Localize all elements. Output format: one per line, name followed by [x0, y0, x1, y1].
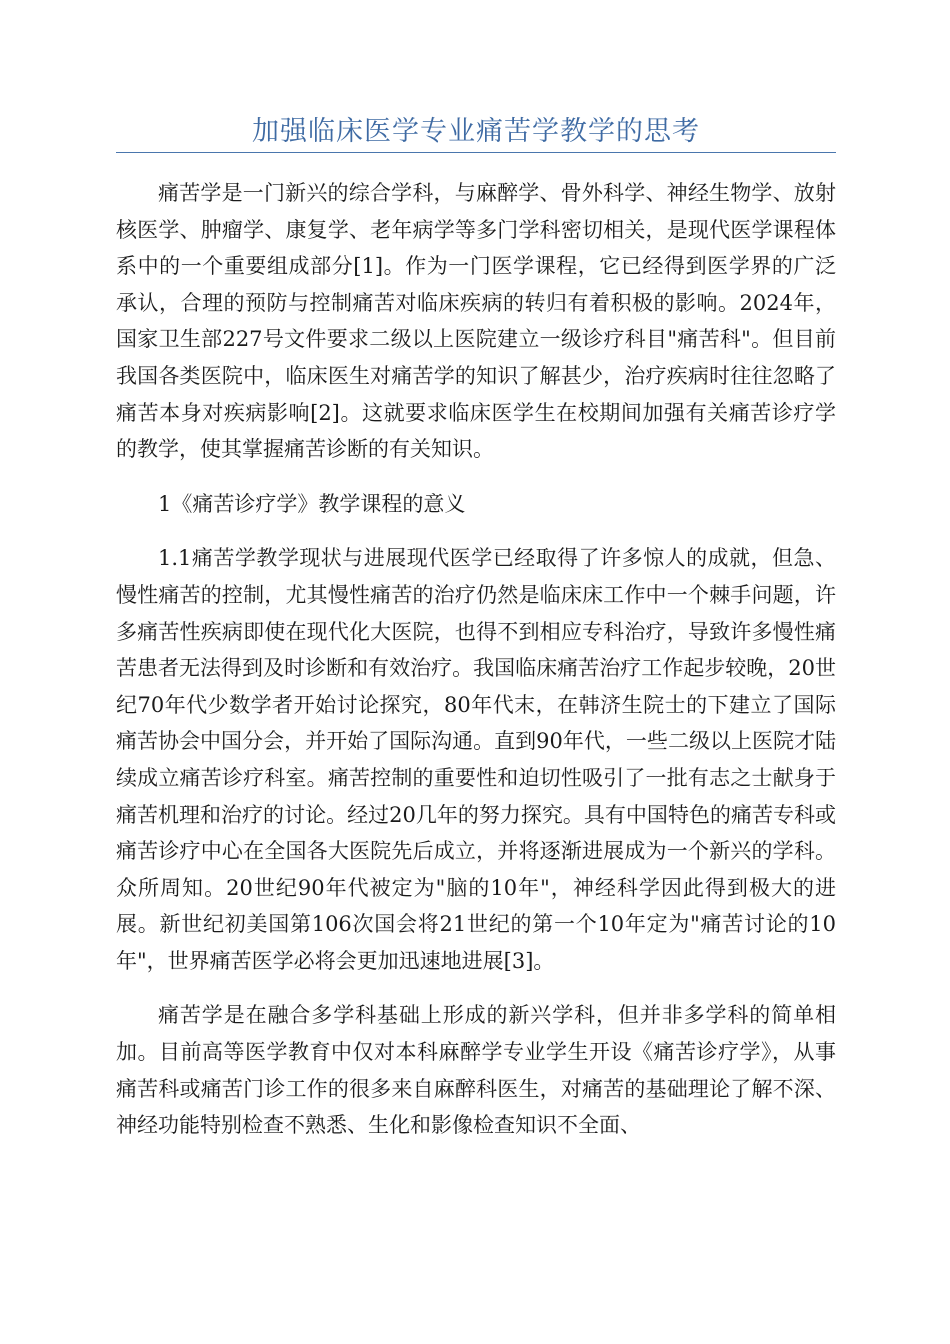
- section-heading: 1《痛苦诊疗学》教学课程的意义: [158, 491, 466, 516]
- paragraph-discipline: 痛苦学是在融合多学科基础上形成的新兴学科，但并非多学科的简单相加。目前高等医学教育中仅对本科麻醉学专业学生开设《痛苦诊疗学》，从事痛苦科或痛苦门诊工作的很多来自麻醉科医生，对痛苦的基础理论了解不深、神经功能特别检查不熟悉、生化和影像检查知识不全面、: [116, 1003, 836, 1138]
- document-title: 加强临床医学专业痛苦学教学的思考: [252, 116, 700, 147]
- paragraph-intro: 痛苦学是一门新兴的综合学科，与麻醉学、骨外科学、神经生物学、放射核医学、肿瘤学、康复学、老年病学等多门学科密切相关，是现代医学课程体系中的一个重要组成部分[1]。作为一门医学课程，它已经得到医学界的广泛承认，合理的预防与控制痛苦对临床疾病的转归有着积极的影响。2024年，国家卫生部227号文件要求二级以上医院建立一级诊疗科目"痛苦科"。但目前我国各类医院中，临床医生对痛苦学的知识了解甚少，治疗疾病时往往忽略了痛苦本身对疾病影响[2]。这就要求临床医学生在校期间加强有关痛苦诊疗学的教学，使其掌握痛苦诊断的有关知识。: [116, 181, 836, 462]
- document-page: [116, 0, 836, 1144]
- paragraph-status: 1.1痛苦学教学现状与进展现代医学已经取得了许多惊人的成就，但急、慢性痛苦的控制，尤其慢性痛苦的治疗仍然是临床床工作中一个棘手问题，许多痛苦性疾病即使在现代化大医院，也得不到相应专科治疗，导致许多慢性痛苦患者无法得到及时诊断和有效治疗。我国临床痛苦治疗工作起步较晚，20世纪70年代少数学者开始讨论探究，80年代末，在韩济生院士的下建立了国际痛苦协会中国分会，并开始了国际沟通。直到90年代，一些二级以上医院才陆续成立痛苦诊疗科室。痛苦控制的重要性和迫切性吸引了一批有志之士献身于痛苦机理和治疗的讨论。经过20几年的努力探究。具有中国特色的痛苦专科或痛苦诊疗中心在全国各大医院先后成立，并将逐渐进展成为一个新兴的学科。众所周知。20世纪90年代被定为"脑的10年"，神经科学因此得到极大的进展。新世纪初美国第106次国会将21世纪的第一个10年定为"痛苦讨论的10年"，世界痛苦医学必将会更加迅速地进展[3]。: [116, 546, 836, 973]
- title-underline: [116, 152, 836, 153]
